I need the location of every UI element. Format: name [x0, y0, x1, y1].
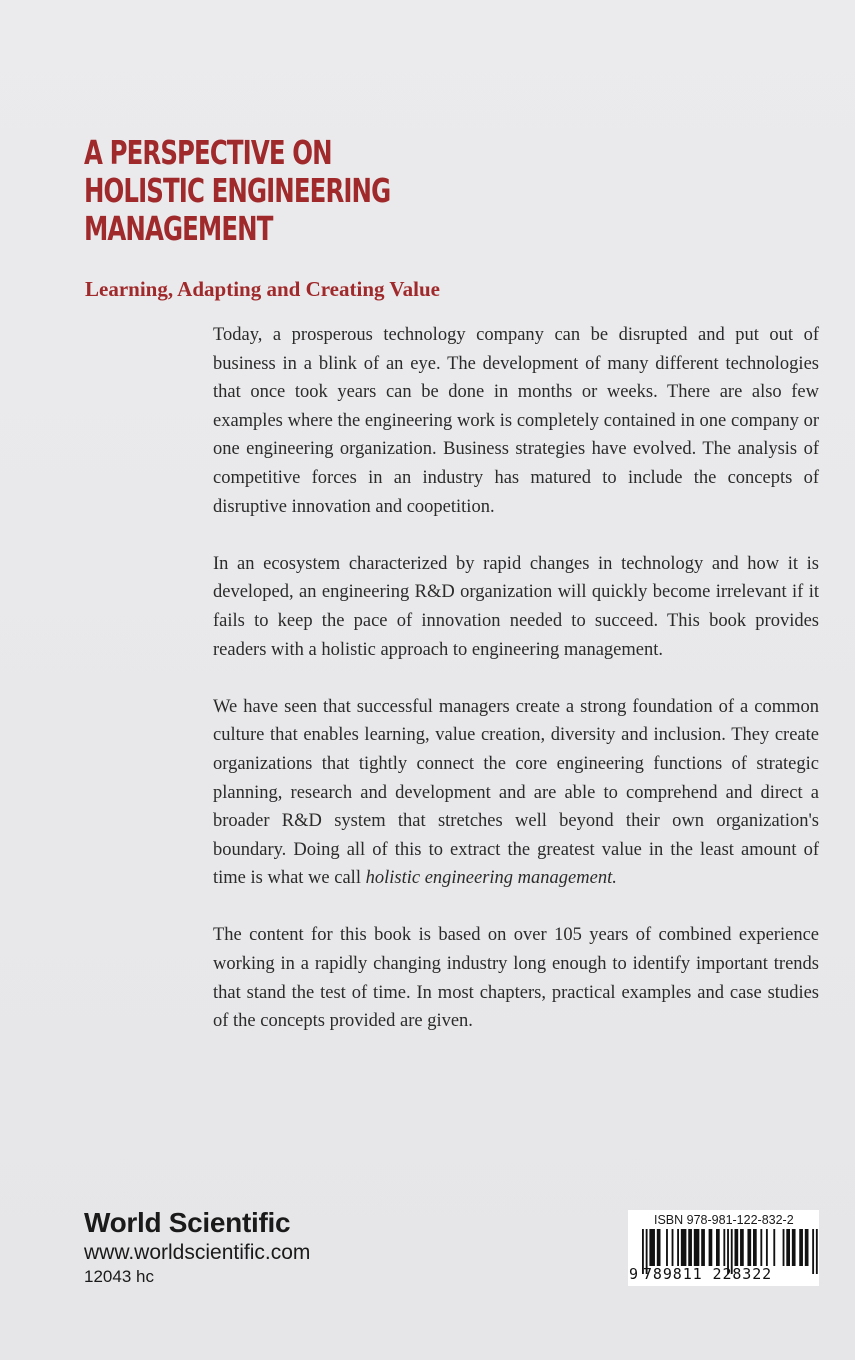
- barcode-bar: [805, 1229, 809, 1266]
- book-blurb: [213, 321, 819, 1064]
- barcode-bar: [688, 1229, 692, 1266]
- isbn-label: ISBN 978-981-122-832-2: [654, 1213, 794, 1227]
- barcode-bar: [773, 1229, 775, 1266]
- publisher-name: World Scientific: [84, 1207, 291, 1238]
- barcode-bar: [766, 1229, 768, 1266]
- barcode-bar: [672, 1229, 674, 1266]
- barcode-bar: [716, 1229, 720, 1266]
- barcode-bar: [677, 1229, 679, 1266]
- book-title: [84, 134, 395, 248]
- book-title-line-3: MANAGEMENT: [84, 209, 273, 248]
- blurb-paragraph-3: [213, 693, 819, 893]
- barcode-bar: [694, 1229, 700, 1266]
- ean-first-digit: 9: [629, 1265, 639, 1283]
- barcode-bar: [649, 1229, 655, 1266]
- barcode-bar: [709, 1229, 713, 1266]
- book-subtitle: Learning, Adapting and Creating Value: [85, 277, 440, 301]
- barcode-bar: [753, 1229, 757, 1266]
- blurb-paragraph-3-text: We have seen that successful managers create a strong foundation of a common culture that enables learning, value creation, diversity and inclusion. They create organizations that tightly connect the core engineering functions of strategic planning, research and development and are able to comprehend and direct a broader R&D system that stretches well beyond their own organization's boundary. Doing all of this to extract the greatest value in the least amount of time is what we call: [213, 696, 819, 889]
- barcode-bar: [816, 1229, 818, 1274]
- publisher-url: www.worldscientific.com: [84, 1241, 311, 1264]
- book-title-line-1: A PERSPECTIVE ON: [84, 133, 332, 172]
- barcode-bar: [681, 1229, 687, 1266]
- barcode-bar: [792, 1229, 796, 1266]
- barcode-bar: [735, 1229, 739, 1266]
- publisher-block: [84, 1206, 310, 1288]
- isbn-barcode: [628, 1210, 819, 1286]
- blurb-paragraph-4: The content for this book is based on over 105 years of combined experience working in a rapidly changing industry long enough to identify important trends that stand the test of time. In most chapters, practical examples and case studies of the concepts provided are given.: [213, 925, 819, 1032]
- barcode-bar: [760, 1229, 762, 1266]
- ean-digits: 789811 228322: [643, 1265, 773, 1283]
- publisher-code: 12043 hc: [84, 1267, 154, 1286]
- blurb-paragraph-2: In an ecosystem characterized by rapid changes in technology and how it is developed, an engineering R&D organization will quickly become irrelevant if it fails to keep the pace of innovation needed to succeed. This book provides readers with a holistic approach to engineering management.: [213, 553, 819, 660]
- barcode-bar: [666, 1229, 668, 1266]
- barcode-bar: [747, 1229, 751, 1266]
- barcode-bar: [783, 1229, 785, 1266]
- barcode-bar: [701, 1229, 705, 1266]
- book-title-line-2: HOLISTIC ENGINEERING: [84, 171, 391, 210]
- barcode-bar: [799, 1229, 803, 1266]
- barcode-bar: [723, 1229, 725, 1266]
- blurb-paragraph-1: Today, a prosperous technology company can be disrupted and put out of business in a blink of an eye. The development of many different technologies that once took years can be done in months or weeks. There are also few examples where the engineering work is completely contained in one company or one engineering organization. Business strategies have evolved. The analysis of competitive forces in an industry has matured to include the concepts of disruptive innovation and coopetition.: [213, 325, 819, 517]
- barcode-bar: [786, 1229, 790, 1266]
- barcode-bar: [740, 1229, 744, 1266]
- barcode-bar: [812, 1229, 814, 1274]
- blurb-paragraph-3-emphasis: holistic engineering management.: [365, 868, 617, 889]
- barcode-bar: [657, 1229, 661, 1266]
